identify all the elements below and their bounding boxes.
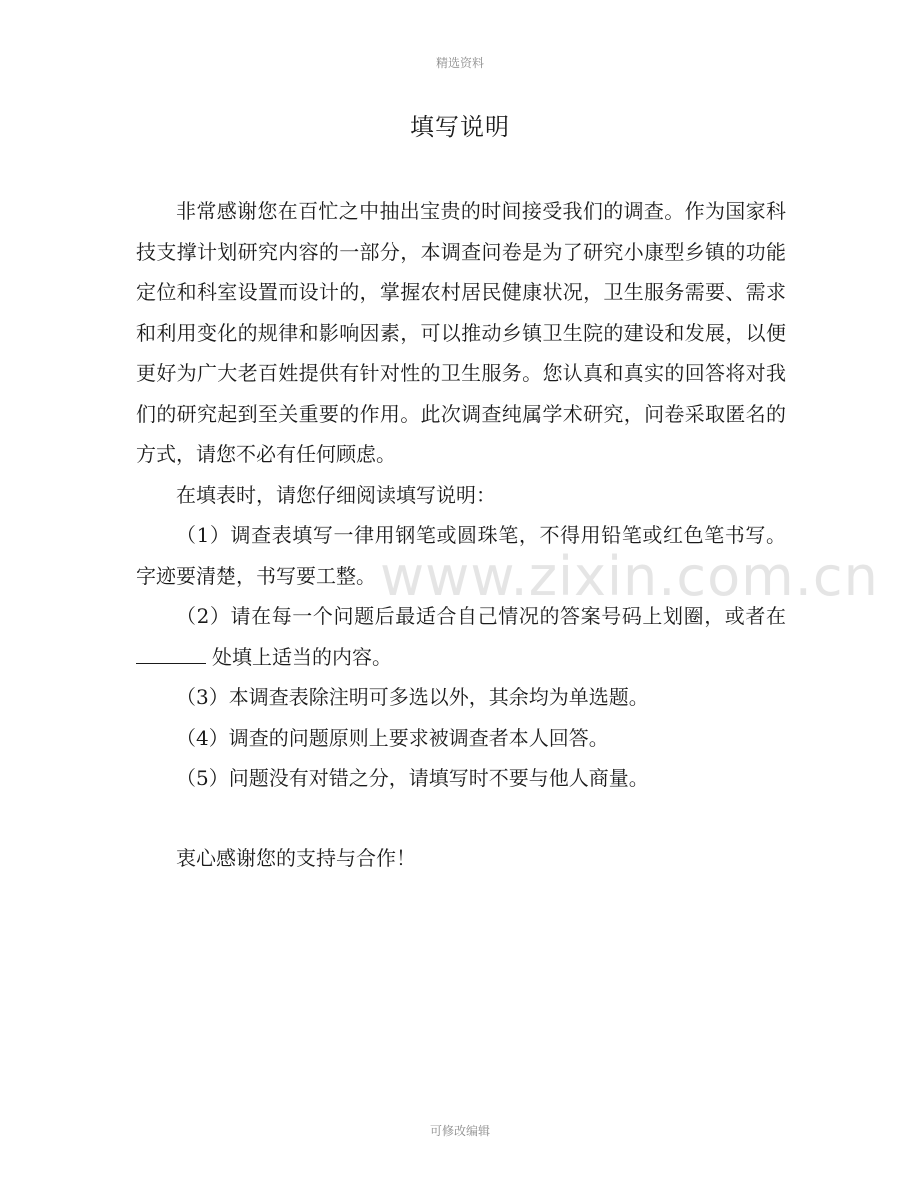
header-note: 精选资料 — [435, 56, 484, 70]
intro-paragraph: 非常感谢您在百忙之中抽出宝贵的时间接受我们的调查。作为国家科技支撑计划研究内容的一部分，本调查问卷是为了研究小康型乡镇的功能定位和科室设置而设计的，掌握农村居民健康状况，卫生服务需要、需求和利用变化的规律和影响因素，可以推动乡镇卫生院的建设和发展，以便更好为广大老百姓提供有针对性的卫生服务。您认真和真实的回答将对我们的研究起到至关重要的作用。此次调查纯属学术研究，问卷采取匿名的方式，请您不必有任何顾虑。 — [136, 199, 786, 466]
instruction-1: （1）调查表填写一律用钢笔或圆珠笔，不得用铅笔或红色笔书写。字迹要清楚，书写要工整。 — [136, 523, 786, 588]
instruction-4: （4）调查的问题原则上要求被调查者本人回答。 — [176, 725, 609, 750]
instruction-3: （3）本调查表除注明可多选以外，其余均为单选题。 — [176, 685, 649, 709]
instruction-2 — [136, 596, 786, 677]
page-title: 填写说明 — [410, 113, 510, 141]
instruction-2-after: 处填上适当的内容。 — [212, 644, 392, 669]
instruction-2-before: （2）请在每一个问题后最适合自己情况的答案号码上划圈，或者在 — [176, 604, 786, 628]
closing-line: 衷心感谢您的支持与合作！ — [176, 846, 416, 870]
fill-blank-line — [136, 643, 206, 664]
document-body — [136, 191, 786, 799]
watermark: www.zixin.com.cn — [380, 545, 879, 608]
instruction-5: （5）问题没有对错之分，请填写时不要与他人商量。 — [176, 766, 649, 790]
lead-paragraph: 在填表时，请您仔细阅读填写说明： — [176, 482, 496, 507]
footer-note: 可修改编辑 — [429, 1124, 490, 1138]
